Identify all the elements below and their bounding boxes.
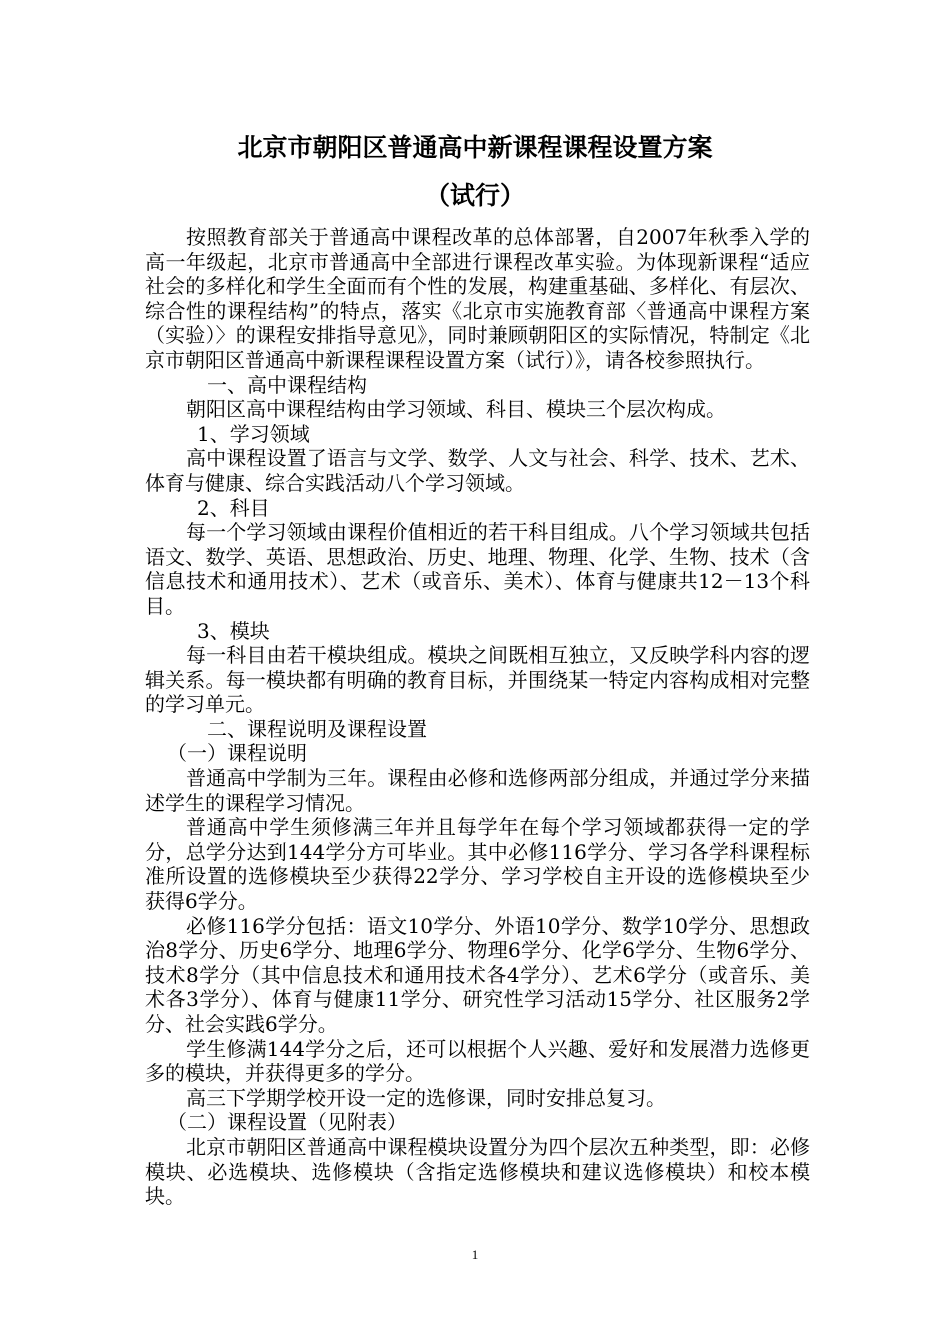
subsection-1-paragraph-3: 必修116学分包括：语文10学分、外语10学分、数学10学分、思想政治8学分、历史6学分、地理6学分、物理6学分、化学6学分、生物6学分、技术8学分（其中信息技术和通用技术各4学分）、艺术6学分（或音乐、美术各3学分）、体育与健康11学分、研究性学习活动15学分、社区服务2学分、社会实践6学分。 [145, 913, 810, 1036]
document-title: 北京市朝阳区普通高中新课程课程设置方案 [237, 133, 713, 162]
subsection-1-paragraph-5: 高三下学期学校开设一定的选修课，同时安排总复习。 [186, 1085, 666, 1110]
subsection-1-paragraph-1: 普通高中学制为三年。课程由必修和选修两部分组成，并通过学分来描述学生的课程学习情况。 [145, 766, 810, 815]
item-3-paragraph: 每一科目由若干模块组成。模块之间既相互独立，又反映学科内容的逻辑关系。每一模块都有明确的教育目标，并围绕某一特定内容构成相对完整的学习单元。 [145, 643, 810, 717]
item-2-paragraph: 每一个学习领域由课程价值相近的若干科目组成。八个学习领域共包括语文、数学、英语、思想政治、历史、地理、物理、化学、生物、技术（含信息技术和通用技术）、艺术（或音乐、美术）、体育与健康共12－13个科目。 [145, 520, 810, 618]
section-2-heading: 二、课程说明及课程设置 [207, 716, 427, 741]
subsection-2-heading: （二）课程设置（见附表） [167, 1110, 407, 1135]
item-1-heading: 1、学习领域 [197, 421, 310, 446]
item-1-paragraph: 高中课程设置了语言与文学、数学、人文与社会、科学、技术、艺术、体育与健康、综合实践活动八个学习领域。 [145, 446, 810, 495]
item-2-heading: 2、科目 [197, 495, 270, 520]
subsection-2-paragraph-1: 北京市朝阳区普通高中课程模块设置分为四个层次五种类型，即：必修模块、必选模块、选修模块（含指定选修模块和建议选修模块）和校本模块。 [145, 1134, 810, 1209]
intro-paragraph: 按照教育部关于普通高中课程改革的总体部署，自2007年秋季入学的高一年级起，北京市普通高中全部进行课程改革实验。为体现新课程“适应社会的多样化和学生全面而有个性的发展，构建重基础、多样化、有层次、综合性的课程结构”的特点，落实《北京市实施教育部〈普通高中课程方案（实验）〉的课程安排指导意见》，同时兼顾朝阳区的实际情况，特制定《北京市朝阳区普通高中新课程课程设置方案（试行）》，请各校参照执行。 [145, 225, 810, 372]
subsection-1-paragraph-4: 学生修满144学分之后，还可以根据个人兴趣、爱好和发展潜力选修更多的模块，并获得更多的学分。 [145, 1036, 810, 1086]
subsection-1-heading: （一）课程说明 [167, 741, 307, 766]
item-3-heading: 3、模块 [197, 618, 270, 643]
document-body [145, 225, 810, 1209]
section-1-paragraph: 朝阳区高中课程结构由学习领域、科目、模块三个层次构成。 [186, 397, 726, 422]
section-1-heading: 一、高中课程结构 [207, 372, 367, 397]
document-subtitle: （试行） [424, 181, 525, 210]
subsection-1-paragraph-2: 普通高中学生须修满三年并且每学年在每个学习领域都获得一定的学分，总学分达到144学分方可毕业。其中必修116学分、学习各学科课程标准所设置的选修模块至少获得22学分、学习学校自主开设的选修模块至少获得6学分。 [145, 815, 810, 914]
page-number: 1 [471, 1247, 479, 1262]
